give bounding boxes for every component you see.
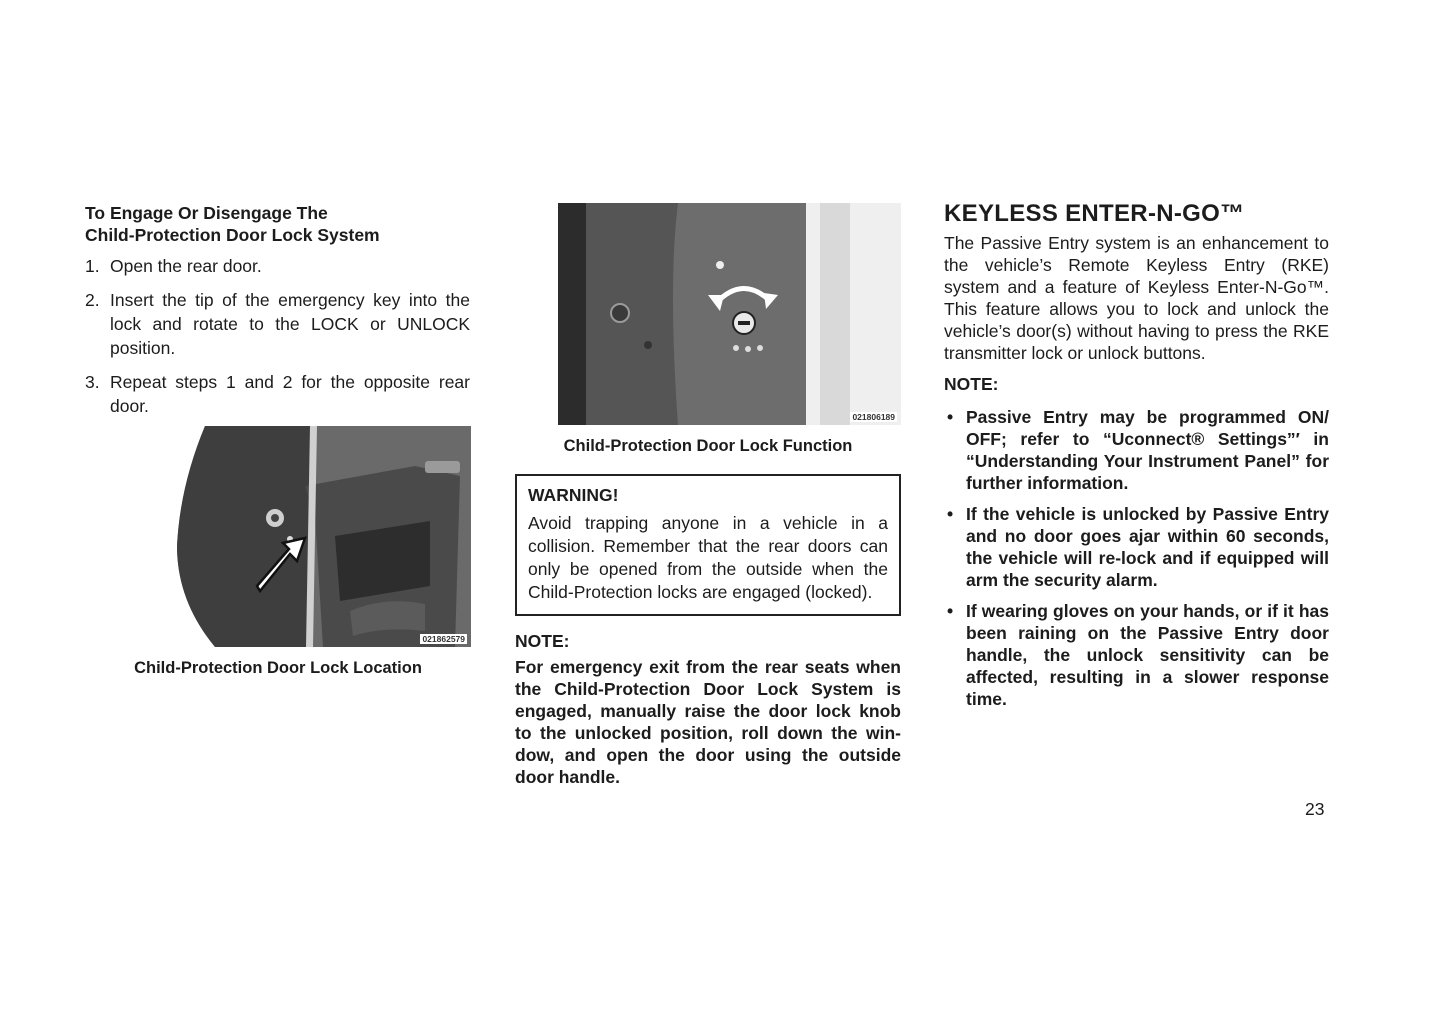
note-body: For emergency exit from the rear seats when the Child-Protection Door Lock System is engaged, manually raise the door lock knob to the unlocked position, roll down the win-dow, and open the door using the outside door handle. xyxy=(515,657,901,787)
bullet-text: If the vehicle is unlocked by Passive Entry and no door goes ajar within 60 seconds, the vehicle will re-lock and if equipped will arm the security alarm. xyxy=(966,504,1329,590)
step-item xyxy=(85,254,470,278)
subheading-line-1: To Engage Or Disengage The xyxy=(85,203,328,223)
step-text: Repeat steps 1 and 2 for the opposite rear door. xyxy=(110,372,470,416)
door-lock-location-illustration xyxy=(85,426,471,647)
steps-list xyxy=(85,254,470,428)
subheading-line-2: Child-Protection Door Lock System xyxy=(85,225,380,245)
bullet-icon: • xyxy=(947,601,954,621)
list-item xyxy=(944,600,1329,710)
section-note-title: NOTE: xyxy=(944,374,999,394)
left-subheading xyxy=(85,202,475,246)
figure-caption: Child-Protection Door Lock Function xyxy=(563,437,853,455)
list-item xyxy=(944,503,1329,591)
step-text: Open the rear door. xyxy=(110,256,262,276)
note-title: NOTE: xyxy=(515,631,570,651)
warning-box xyxy=(515,474,901,616)
list-item xyxy=(944,406,1329,494)
bullet-icon: • xyxy=(947,407,954,427)
bullet-icon: • xyxy=(947,504,954,524)
step-text: Insert the tip of the emergency key into the lock and rotate to the LOCK or UNLOCK position. xyxy=(110,290,470,358)
emergency-exit-note xyxy=(515,630,901,788)
bullet-text: Passive Entry may be programmed ON/ OFF; refer to “Uconnect® Settings”′ in “Understanding Your Instrument Panel” for further information. xyxy=(966,407,1329,493)
door-lock-location-figure xyxy=(85,426,471,647)
step-number: 2. xyxy=(85,290,100,310)
passive-entry-notes xyxy=(944,406,1329,719)
section-intro: The Passive Entry system is an enhancement to the vehicle’s Remote Keyless Entry (RKE) system and a feature of Keyless Enter-N-Go™. This feature allows you to lock and unlock the vehicle’s door(s) without having to press the RKE transmitter lock or unlock buttons. xyxy=(944,233,1329,363)
figure-caption: Child-Protection Door Lock Location xyxy=(134,659,422,677)
figure-code: 021862579 xyxy=(422,634,465,644)
figure-code: 021806189 xyxy=(852,412,895,422)
page-number: 23 xyxy=(1305,799,1325,819)
step-item xyxy=(85,288,470,360)
section-title: KEYLESS ENTER-N-GO™ xyxy=(944,200,1245,227)
step-number: 3. xyxy=(85,372,100,392)
door-lock-function-figure xyxy=(558,203,901,425)
step-number: 1. xyxy=(85,256,100,276)
warning-body: Avoid trapping anyone in a vehicle in a collision. Remember that the rear doors can only be opened from the outside when the Child-Protection locks are engaged (locked). xyxy=(528,513,888,602)
bullet-text: If wearing gloves on your hands, or if it has been raining on the Passive Entry door handle, the unlock sensitivity can be affected, resulting in a slower response time. xyxy=(966,601,1329,709)
step-item xyxy=(85,370,470,418)
warning-title: WARNING! xyxy=(528,485,619,505)
door-lock-function-illustration xyxy=(558,203,901,425)
